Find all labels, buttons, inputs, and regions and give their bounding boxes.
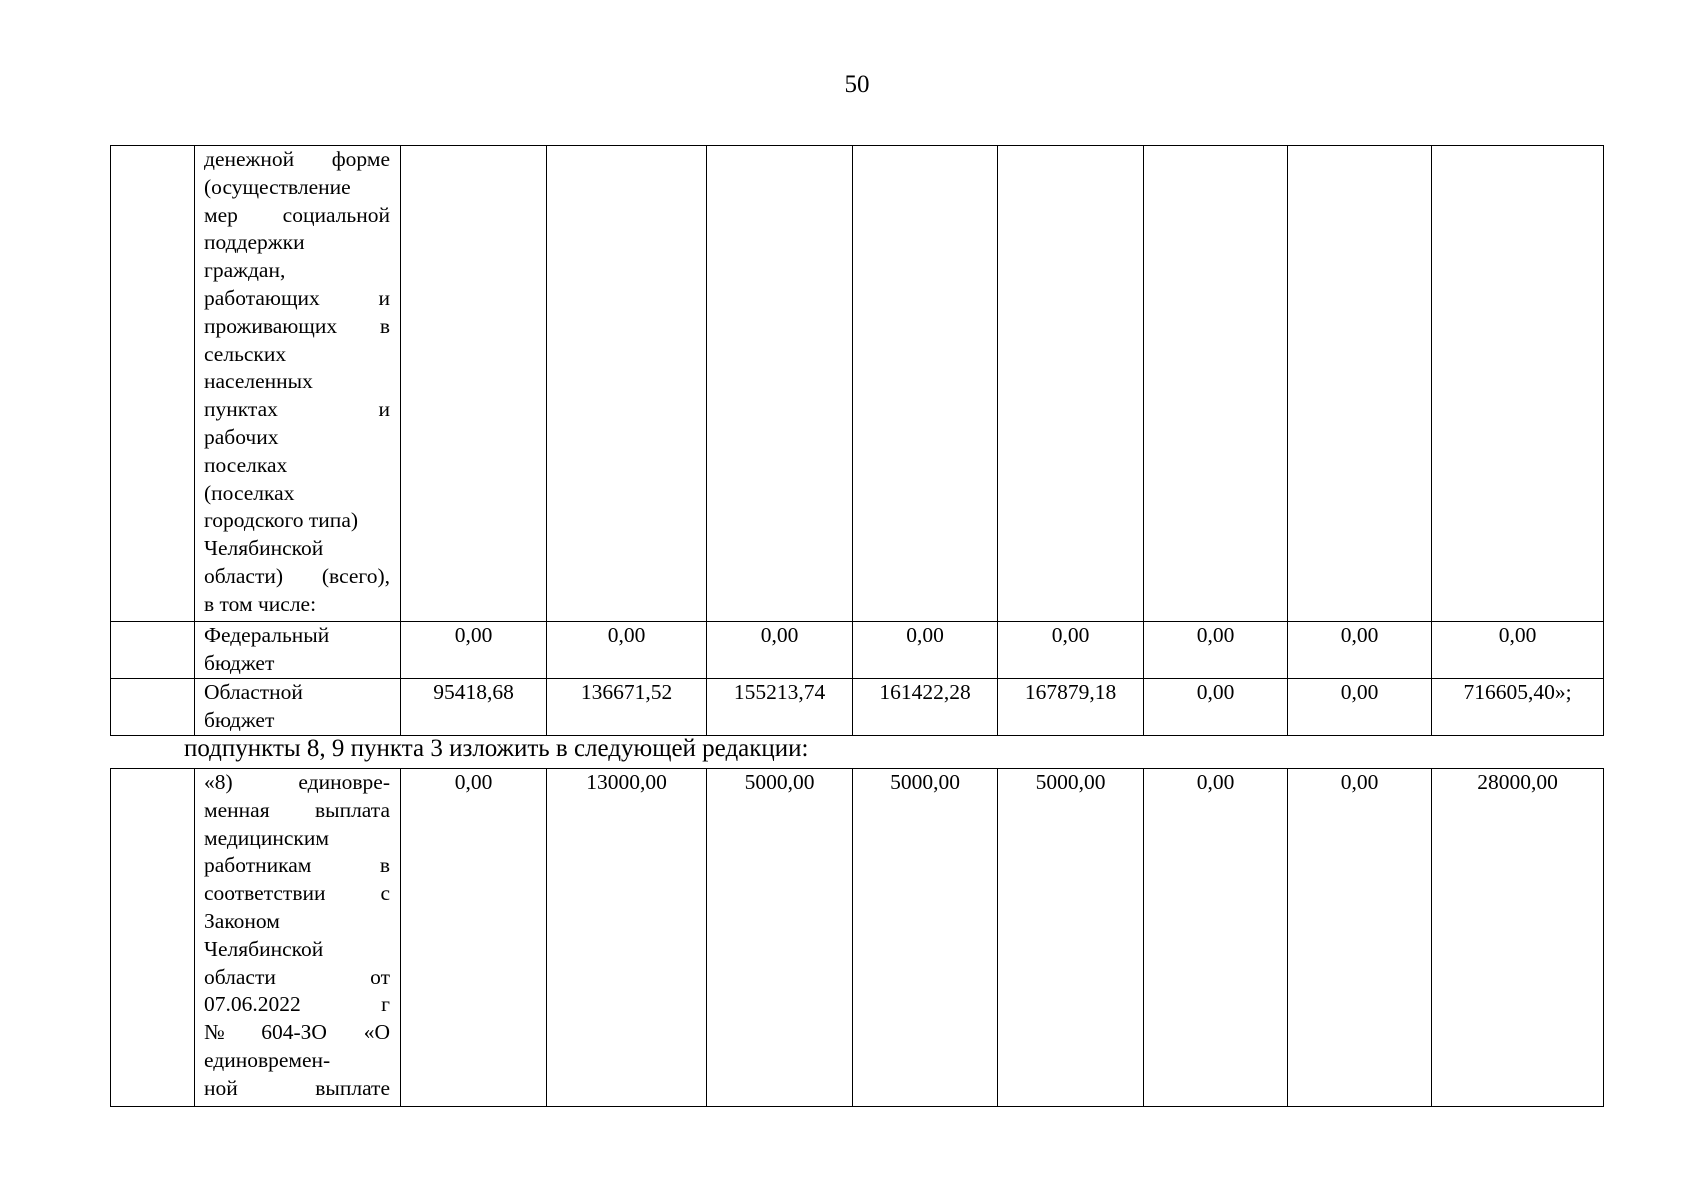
value-cell (401, 146, 547, 622)
description-line: области от (204, 964, 390, 989)
table-row-item-8 (111, 769, 1604, 1107)
value-cell (1432, 146, 1604, 622)
value-cell: 5000,00 (998, 769, 1144, 1107)
description-cell (195, 769, 401, 1107)
description-line: (поселках (204, 480, 295, 505)
description-line: граждан, (204, 258, 286, 283)
description-line: рабочих (204, 424, 279, 449)
description-line: в том числе: (204, 591, 317, 616)
description-line: соответствии с (204, 881, 390, 906)
value-cell (547, 146, 707, 622)
budget-table-continued (110, 145, 1604, 736)
row-label: бюджет (204, 650, 275, 675)
value-cell: 0,00 (1144, 679, 1288, 736)
instruction-text: подпункты 8, 9 пункта 3 изложить в следующей редакции: (184, 735, 809, 762)
value-cell: 28000,00 (1432, 769, 1604, 1107)
description-cell (195, 146, 401, 622)
value-cell: 5000,00 (707, 769, 853, 1107)
value-cell: 136671,52 (547, 679, 707, 736)
value-cell: 0,00 (1144, 769, 1288, 1107)
value-cell: 0,00 (1432, 622, 1604, 679)
label-cell (195, 679, 401, 736)
value-cell (998, 146, 1144, 622)
value-cell: 0,00 (1144, 622, 1288, 679)
value-cell: 716605,40»; (1432, 679, 1604, 736)
value-cell: 0,00 (1288, 622, 1432, 679)
row-label: Федеральный (204, 623, 330, 647)
description-line: работающих и (204, 285, 390, 310)
value-cell: 0,00 (707, 622, 853, 679)
description-line: (осуществление (204, 174, 351, 199)
description-line: проживающих в (204, 313, 390, 338)
row-label: Областной (204, 680, 303, 704)
description-line: «8) единовре- (204, 770, 390, 794)
description-line: единовремен- (204, 1047, 331, 1072)
description-line: медицинским (204, 825, 329, 850)
value-cell: 0,00 (1288, 679, 1432, 736)
description-line: области) (всего), (204, 563, 390, 588)
value-cell: 95418,68 (401, 679, 547, 736)
table-row-regional-budget (111, 679, 1604, 736)
description-line: менная выплата (204, 797, 390, 822)
description-line: сельских (204, 341, 287, 366)
description-line: 07.06.2022 г (204, 992, 390, 1017)
value-cell: 13000,00 (547, 769, 707, 1107)
value-cell (707, 146, 853, 622)
value-cell: 0,00 (853, 622, 998, 679)
description-line: ной выплате (204, 1075, 390, 1100)
value-cell (1144, 146, 1288, 622)
value-cell: 161422,28 (853, 679, 998, 736)
description-line: населенных (204, 369, 313, 394)
table-row-federal-budget (111, 622, 1604, 679)
value-cell: 167879,18 (998, 679, 1144, 736)
description-line: мер социальной (204, 202, 390, 227)
row-label: бюджет (204, 707, 275, 732)
description-line: Законом (204, 908, 280, 933)
value-cell: 0,00 (547, 622, 707, 679)
number-cell (111, 769, 195, 1107)
value-cell: 0,00 (998, 622, 1144, 679)
value-cell: 0,00 (401, 622, 547, 679)
number-cell (111, 622, 195, 679)
description-line: городского типа) (204, 508, 359, 533)
value-cell: 0,00 (1288, 769, 1432, 1107)
description-line: Челябинской (204, 536, 324, 561)
value-cell (1288, 146, 1432, 622)
table-row-description (111, 146, 1604, 622)
value-cell: 155213,74 (707, 679, 853, 736)
description-line: денежной форме (204, 147, 390, 171)
number-cell (111, 146, 195, 622)
value-cell (853, 146, 998, 622)
description-line: пунктах и (204, 397, 390, 422)
description-line: Челябинской (204, 936, 324, 961)
page-number: 50 (844, 71, 870, 98)
number-cell (111, 679, 195, 736)
value-cell: 0,00 (401, 769, 547, 1107)
label-cell (195, 622, 401, 679)
description-line: поддержки (204, 230, 305, 255)
description-line: № 604-ЗО «О (204, 1020, 390, 1045)
budget-table-new (110, 768, 1604, 1107)
description-line: работникам в (204, 853, 390, 878)
description-line: поселках (204, 452, 288, 477)
value-cell: 5000,00 (853, 769, 998, 1107)
